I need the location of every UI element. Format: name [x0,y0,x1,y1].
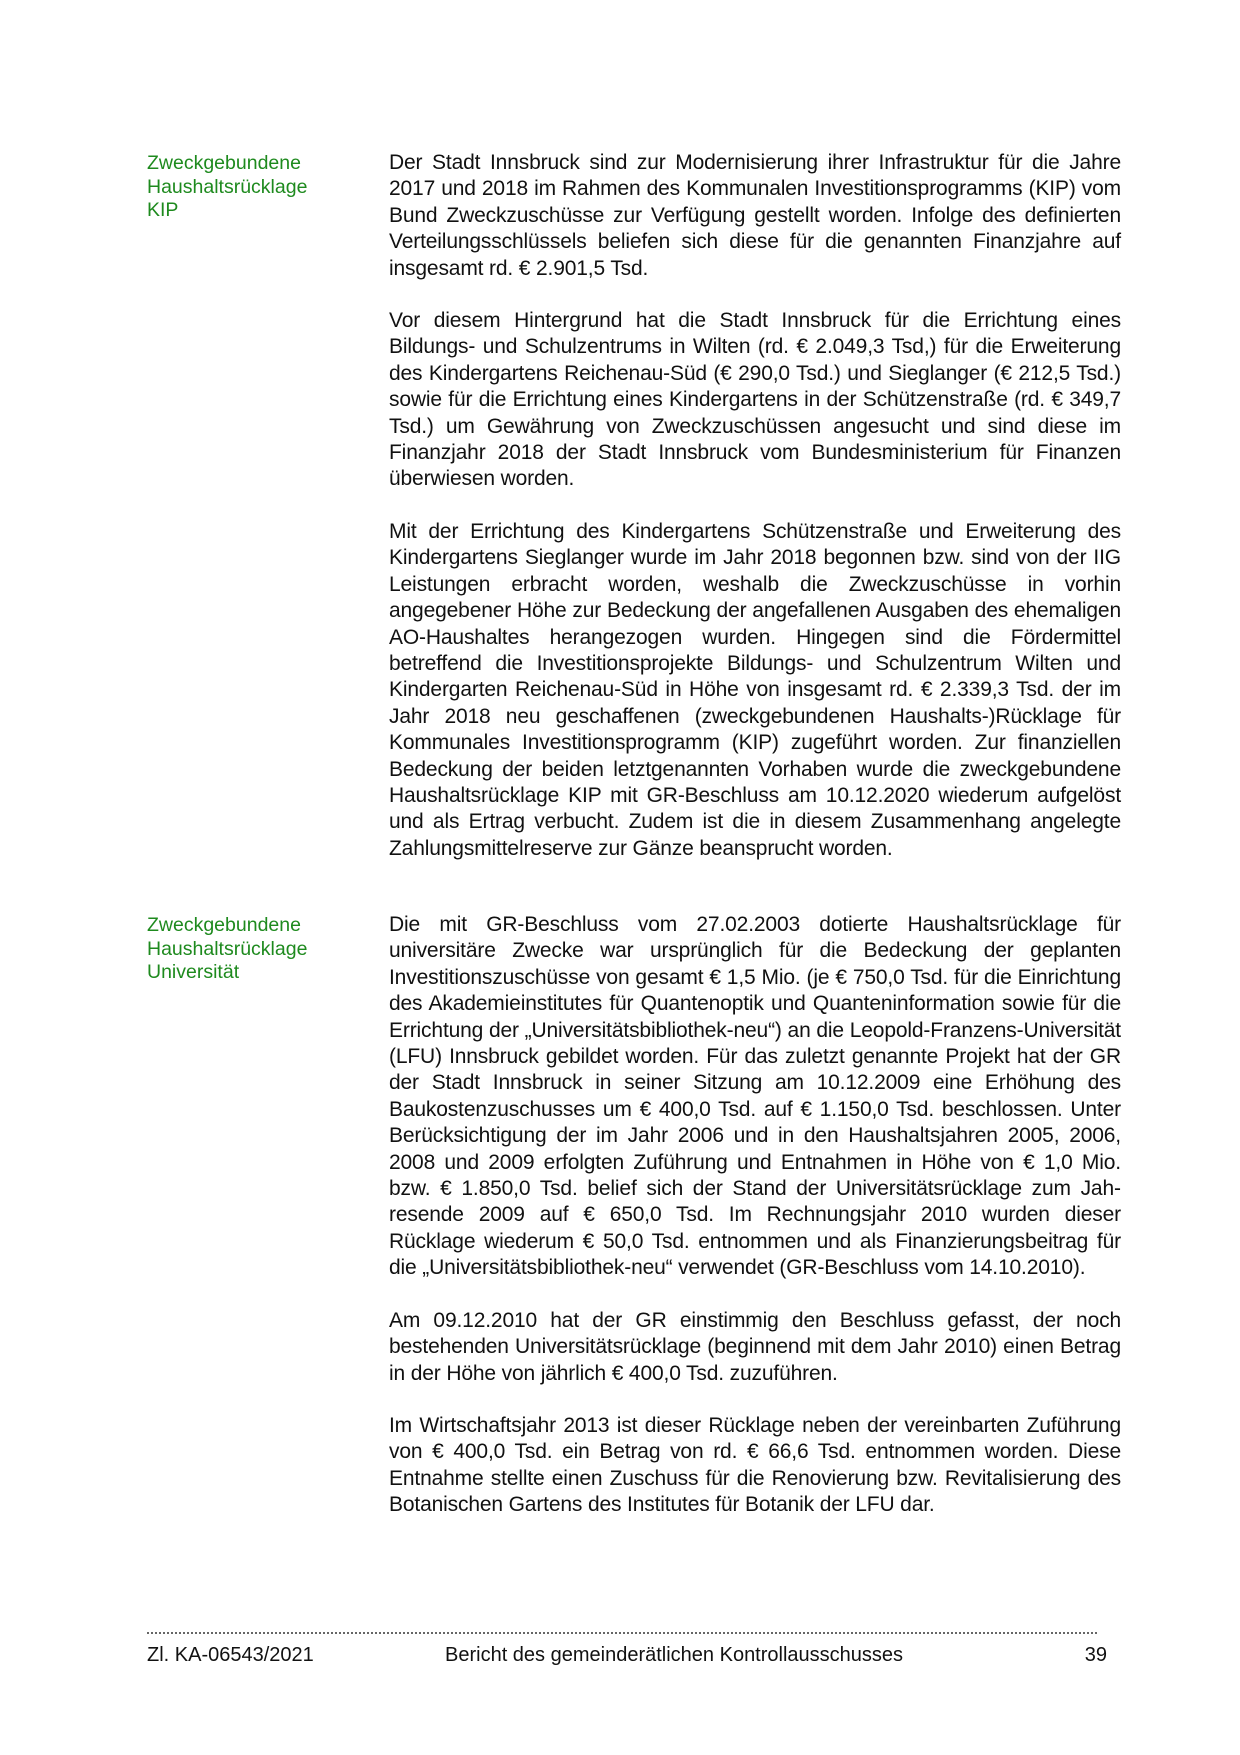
paragraph: Im Wirtschaftsjahr 2013 ist dieser Rücklage neben der vereinbarten Zuführung von € 400,0 Tsd. ein Betrag von rd. € 66,6 Tsd. entnommen worden. Diese Entnahme stellte einen Zuschuss für die Renovierung bzw. Revitalisierung des Botanischen Gartens des Institutes für Botanik der LFU dar. [389,1413,1121,1517]
section-body-kip [389,150,1121,862]
label-line: KIP [147,199,179,221]
footer-divider [147,1632,1097,1634]
document-reference: Zl. KA-06543/2021 [147,1644,314,1666]
paragraph: Vor diesem Hintergrund hat die Stadt Innsbruck für die Errichtung eines Bildungs- und Schulzentrums in Wilten (rd. € 2.049,3 Tsd,) für die Erweiterung des Kindergartens Reichenau-Süd (€ 290,0 Tsd.) und Sieglanger (€ 212,5 Tsd.) sowie für die Errichtung eines Kindergartens in der Schützenstraße (rd. € 349,7 Tsd.) um Gewährung von Zweckzuschüssen angesucht und sind diese im Finanzjahr 2018 der Stadt Innsbruck vom Bundesministerium für Finanzen überwiesen worden. [389,309,1121,491]
label-line: Haushaltsrücklage [147,175,308,198]
label-line: Universität [147,961,240,983]
paragraph: Der Stadt Innsbruck sind zur Modernisierung ihrer Infrastruktur für die Jahre 2017 und 2018 im Rahmen des Kommunalen Investitionsprogramms (KIP) vom Bund Zweckzuschüsse zur Verfügung gestellt worden. Infolge des definierten Verteilungsschlüssels beliefen sich diese für die genannten Finanzjahre auf insgesamt rd. € 2.901,5 Tsd. [389,151,1121,280]
section-body-universitaet [389,912,1121,1519]
section-label-kip [147,152,357,223]
paragraph: Mit der Errichtung des Kindergartens Schützenstraße und Erweiterung des Kindergartens Sieglanger wurde im Jahr 2018 begonnen bzw. sind von der IIG Leistungen erbracht worden, weshalb die Zweckzuschüsse in vorhin angegebener Höhe zur Bedeckung der angefallenen Ausgaben des ehemaligen AO-Haushaltes herangezogen wurden. Hingegen sind die Fördermittel betreffend die Investitionsprojekte Bildungs- und Schulzentrum Wilten und Kindergarten Reichenau-Süd in Höhe von insgesamt rd. € 2.339,3 Tsd. der im Jahr 2018 neu geschaffenen (zweckgebundenen Haushalts-)Rücklage für Kommunales Investitionsprogramm (KIP) zugeführt worden. Zur finanziellen Bedeckung der beiden letztgenannten Vorhaben wurde die zweckgebundene Haushaltsrücklage KIP mit GR-Beschluss am 10.12.2020 wiederum aufgelöst und als Ertrag verbucht. Zudem ist die in diesem Zusammenhang angelegte Zahlungsmittelreserve zur Gänze beansprucht worden. [389,519,1121,860]
label-line: Zweckgebundene [147,914,301,936]
report-title: Bericht des gemeinderätlichen Kontrollausschusses [445,1644,904,1666]
paragraph: Die mit GR-Beschluss vom 27.02.2003 dotierte Haushaltsrücklage für universitäre Zwecke war ursprünglich für die Bedeckung der geplanten Investitionszuschüsse von gesamt € 1,5 Mio. (je € 750,0 Tsd. für die Einrichtung des Akademieinstitutes für Quantenoptik und Quanteninformation sowie für die Errichtung der „Universitätsbibliothek-neu“) an die Leopold-Franzens-Universität (LFU) Innsbruck gebildet worden. Für das zuletzt genannte Projekt hat der GR der Stadt Innsbruck in seiner Sitzung am 10.12.2009 eine Erhöhung des Baukostenzuschusses um € 400,0 Tsd. auf € 1.150,0 Tsd. beschlossen. Unter Berücksichtigung der im Jahr 2006 und in den Haushaltsjahren 2005, 2006, 2008 und 2009 erfolgten Zuführung und Entnahmen in Höhe von € 1,0 Mio. bzw. € 1.850,0 Tsd. belief sich der Stand der Universitätsrücklage zum Jahresende 2009 auf € 650,0 Tsd. Im Rechnungsjahr 2010 wurden dieser Rücklage wiederum € 50,0 Tsd. entnommen und als Finanzierungsbeitrag für die „Universitätsbibliothek-neu“ verwendet (GR-Beschluss vom 14.10.2010). [389,913,1121,1280]
label-line: Haushaltsrücklage [147,937,308,960]
paragraph: Am 09.12.2010 hat der GR einstimmig den Beschluss gefasst, der noch bestehenden Universitätsrücklage (beginnend mit dem Jahr 2010) einen Betrag in der Höhe von jährlich € 400,0 Tsd. zuzuführen. [389,1308,1121,1385]
label-line: Zweckgebundene [147,152,301,174]
section-label-universitaet [147,914,357,985]
page-number: 39 [1084,1644,1107,1666]
